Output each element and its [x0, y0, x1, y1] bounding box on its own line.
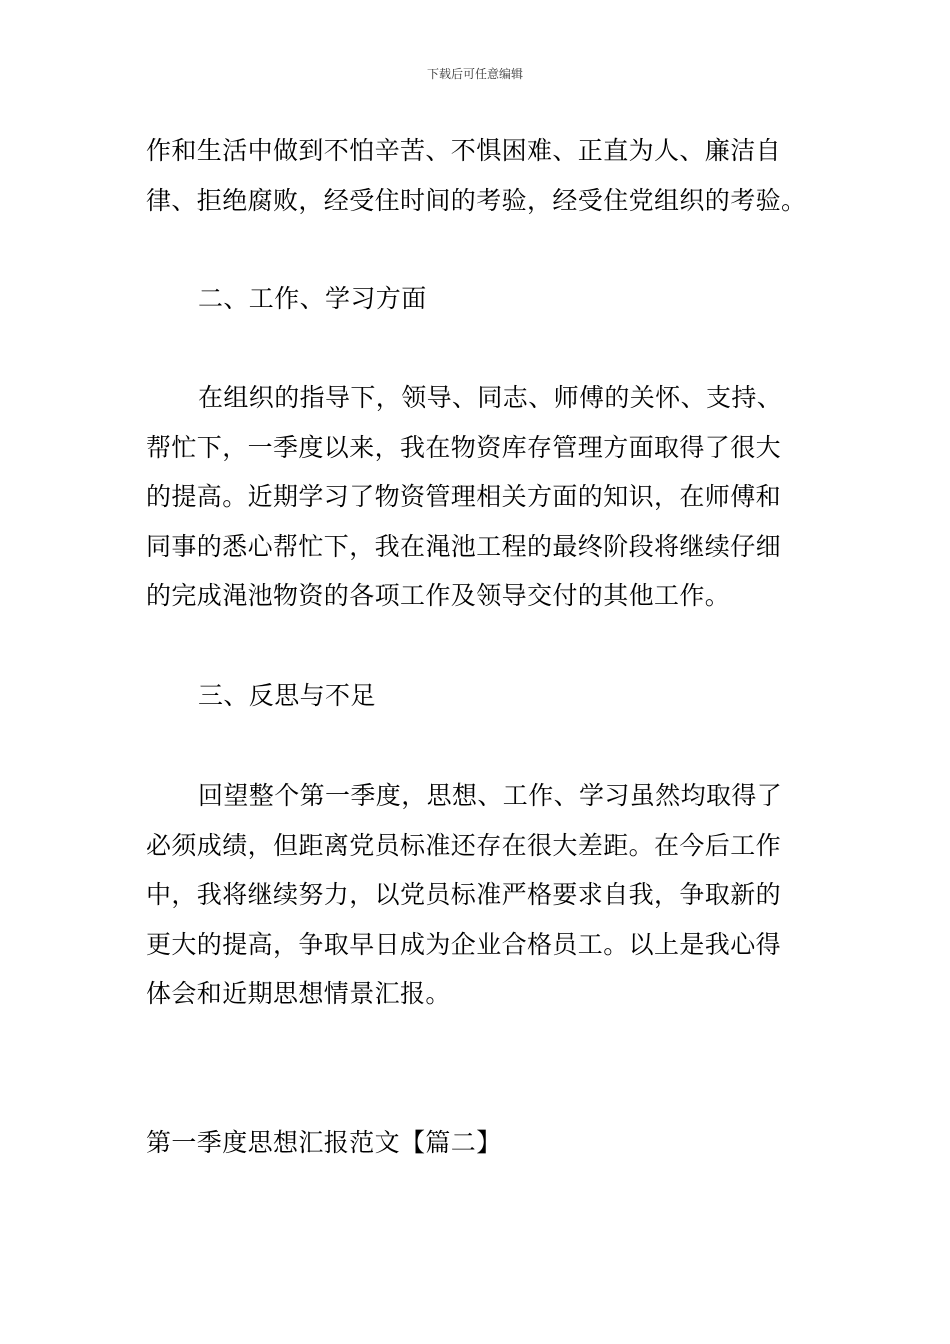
paragraph-3 — [146, 771, 810, 1019]
section-title: 第一季度思想汇报范文【篇二】 — [146, 1128, 502, 1157]
text-line: 作和生活中做到不怕辛苦、不惧困难、正直为人、廉洁自 — [146, 136, 782, 165]
text-line: 的完成渑池物资的各项工作及领导交付的其他工作。 — [146, 581, 731, 610]
text-line: 在组织的指导下，领导、同志、师傅的关怀、支持、 — [198, 383, 783, 412]
text-line: 体会和近期思想情景汇报。 — [146, 979, 451, 1008]
text-line: 中，我将继续努力，以党员标准严格要求自我，争取新的 — [146, 880, 782, 909]
text-line: 回望整个第一季度，思想、工作、学习虽然均取得了 — [198, 781, 783, 810]
text-line: 的提高。近期学习了物资管理相关方面的知识，在师傅和 — [146, 482, 782, 511]
page-header: 下载后可任意编辑 — [426, 67, 523, 81]
text-line: 帮忙下，一季度以来，我在物资库存管理方面取得了很大 — [146, 432, 782, 462]
text-line: 更大的提高，争取早日成为企业合格员工。以上是我心得 — [146, 929, 782, 959]
text-line: 律、拒绝腐败，经受住时间的考验，经受住党组织的考验。 — [146, 185, 807, 215]
heading-work-study: 二、工作、学习方面 — [198, 284, 427, 313]
paragraph-2 — [146, 373, 810, 621]
text-line: 同事的悉心帮忙下，我在渑池工程的最终阶段将继续仔细 — [146, 531, 782, 561]
paragraph-1 — [146, 126, 810, 225]
heading-reflection: 三、反思与不足 — [198, 681, 376, 710]
text-line: 必须成绩，但距离党员标准还存在很大差距。在今后工作 — [146, 830, 782, 860]
